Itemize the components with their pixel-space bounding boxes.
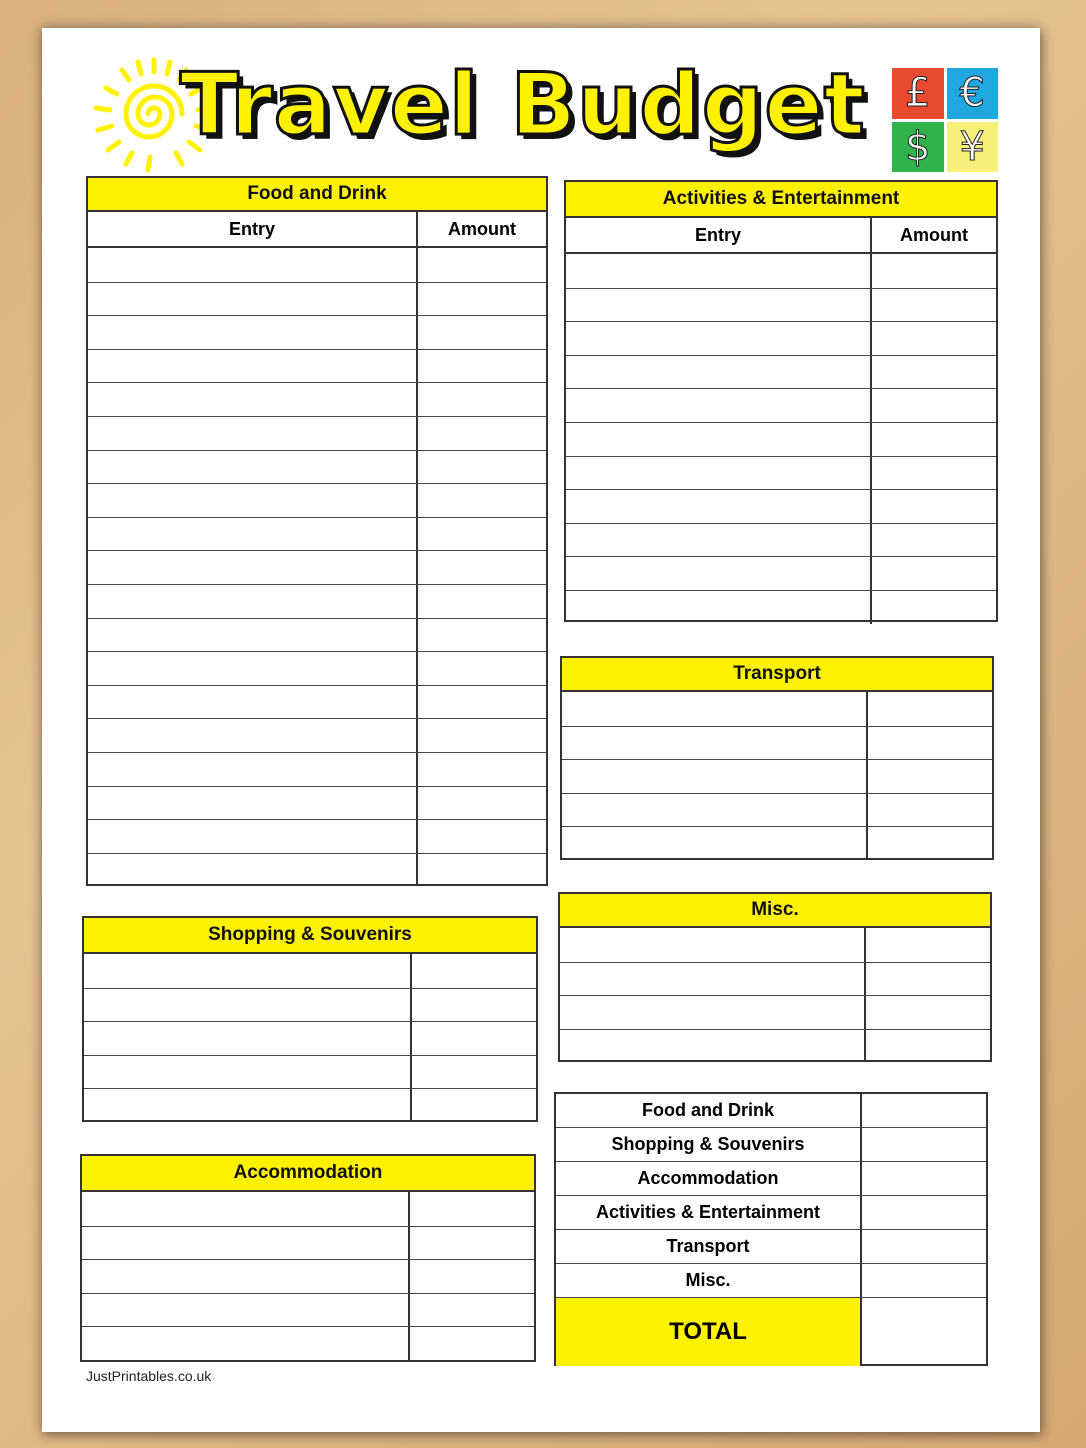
table-row bbox=[84, 954, 536, 988]
summary-label-shopping: Shopping & Souvenirs bbox=[556, 1128, 862, 1161]
amount-cell[interactable] bbox=[412, 954, 536, 988]
entry-cell[interactable] bbox=[84, 989, 412, 1022]
accommodation-table bbox=[80, 1154, 536, 1362]
table-row bbox=[562, 759, 992, 793]
entry-cell[interactable] bbox=[562, 760, 868, 793]
amount-cell[interactable] bbox=[872, 524, 996, 557]
amount-cell[interactable] bbox=[872, 322, 996, 355]
amount-cell[interactable] bbox=[418, 518, 546, 551]
amount-cell[interactable] bbox=[410, 1227, 534, 1260]
entry-cell[interactable] bbox=[82, 1260, 410, 1293]
entry-cell[interactable] bbox=[88, 753, 418, 786]
entry-cell[interactable] bbox=[88, 248, 418, 282]
entry-cell[interactable] bbox=[566, 322, 872, 355]
summary-label-misc: Misc. bbox=[556, 1264, 862, 1297]
amount-cell[interactable] bbox=[418, 585, 546, 618]
entry-cell[interactable] bbox=[566, 389, 872, 422]
amount-cell[interactable] bbox=[866, 963, 990, 996]
activities-table bbox=[564, 180, 998, 622]
table-row bbox=[82, 1293, 534, 1327]
entry-cell[interactable] bbox=[566, 457, 872, 490]
amount-column-header: Amount bbox=[900, 224, 968, 245]
table-row bbox=[84, 1021, 536, 1055]
amount-cell[interactable] bbox=[418, 283, 546, 316]
amount-cell[interactable] bbox=[872, 389, 996, 422]
table-row bbox=[82, 1192, 534, 1226]
table-row bbox=[566, 556, 996, 590]
table-row bbox=[562, 793, 992, 827]
entry-cell[interactable] bbox=[88, 451, 418, 484]
entry-cell[interactable] bbox=[88, 652, 418, 685]
entry-cell[interactable] bbox=[560, 996, 866, 1029]
dollar-icon: $ bbox=[892, 122, 944, 173]
table-row bbox=[88, 248, 546, 282]
table-row bbox=[562, 826, 992, 860]
entry-cell[interactable] bbox=[566, 254, 872, 288]
entry-column-header: Entry bbox=[566, 218, 872, 252]
yen-icon: ¥ bbox=[947, 122, 999, 173]
summary-total-row bbox=[556, 1298, 986, 1366]
currency-badge bbox=[892, 68, 998, 172]
amount-cell[interactable] bbox=[412, 989, 536, 1022]
entry-cell[interactable] bbox=[560, 963, 866, 996]
entry-cell[interactable] bbox=[88, 283, 418, 316]
table-row bbox=[566, 489, 996, 523]
entry-cell[interactable] bbox=[88, 417, 418, 450]
entry-cell[interactable] bbox=[566, 356, 872, 389]
amount-cell[interactable] bbox=[410, 1294, 534, 1327]
amount-cell[interactable] bbox=[418, 787, 546, 820]
table-row bbox=[560, 962, 990, 996]
shopping-rows bbox=[84, 954, 536, 1122]
amount-cell[interactable] bbox=[868, 827, 992, 860]
entry-cell[interactable] bbox=[88, 686, 418, 719]
amount-cell[interactable] bbox=[418, 451, 546, 484]
entry-cell[interactable] bbox=[566, 490, 872, 523]
amount-cell[interactable] bbox=[872, 356, 996, 389]
amount-column-header: Amount bbox=[448, 218, 516, 239]
shopping-title: Shopping & Souvenirs bbox=[84, 918, 536, 954]
entry-cell[interactable] bbox=[84, 1056, 412, 1089]
amount-cell[interactable] bbox=[410, 1260, 534, 1293]
amount-cell[interactable] bbox=[418, 719, 546, 752]
misc-title: Misc. bbox=[560, 894, 990, 928]
table-row bbox=[88, 853, 546, 887]
entry-cell[interactable] bbox=[560, 1030, 866, 1063]
entry-cell[interactable] bbox=[84, 1022, 412, 1055]
amount-cell[interactable] bbox=[410, 1192, 534, 1226]
entry-cell[interactable] bbox=[562, 794, 868, 827]
amount-cell[interactable] bbox=[418, 854, 546, 887]
amount-cell[interactable] bbox=[868, 692, 992, 726]
amount-cell[interactable] bbox=[866, 996, 990, 1029]
amount-cell[interactable] bbox=[410, 1327, 534, 1360]
table-row bbox=[88, 382, 546, 416]
activities-title: Activities & Entertainment bbox=[566, 182, 996, 218]
entry-cell[interactable] bbox=[562, 827, 868, 860]
amount-cell[interactable] bbox=[868, 727, 992, 760]
amount-cell[interactable] bbox=[868, 794, 992, 827]
table-row bbox=[566, 254, 996, 288]
table-row bbox=[562, 726, 992, 760]
amount-cell[interactable] bbox=[412, 1022, 536, 1055]
food-and-drink-title: Food and Drink bbox=[88, 178, 546, 212]
shopping-table bbox=[82, 916, 538, 1122]
table-row bbox=[88, 550, 546, 584]
summary-value-activities[interactable] bbox=[862, 1196, 986, 1229]
table-row bbox=[88, 584, 546, 618]
amount-cell[interactable] bbox=[418, 753, 546, 786]
amount-cell[interactable] bbox=[418, 820, 546, 853]
food-and-drink-table bbox=[86, 176, 548, 886]
entry-cell[interactable] bbox=[566, 423, 872, 456]
summary-label-accommodation: Accommodation bbox=[556, 1162, 862, 1195]
entry-cell[interactable] bbox=[84, 954, 412, 988]
activities-rows bbox=[566, 254, 996, 624]
amount-cell[interactable] bbox=[872, 457, 996, 490]
summary-row bbox=[556, 1094, 986, 1128]
entry-cell[interactable] bbox=[82, 1227, 410, 1260]
table-row bbox=[88, 752, 546, 786]
entry-cell[interactable] bbox=[82, 1294, 410, 1327]
summary-row bbox=[556, 1230, 986, 1264]
table-row bbox=[566, 422, 996, 456]
entry-cell[interactable] bbox=[82, 1192, 410, 1226]
misc-rows bbox=[560, 928, 990, 1062]
entry-cell[interactable] bbox=[560, 928, 866, 962]
amount-cell[interactable] bbox=[418, 652, 546, 685]
entry-cell[interactable] bbox=[566, 289, 872, 322]
table-row bbox=[560, 1029, 990, 1063]
summary-value-accommodation[interactable] bbox=[862, 1162, 986, 1195]
total-label: TOTAL bbox=[556, 1298, 862, 1366]
total-value[interactable] bbox=[862, 1298, 986, 1366]
entry-cell[interactable] bbox=[88, 350, 418, 383]
amount-cell[interactable] bbox=[872, 557, 996, 590]
summary-label-food: Food and Drink bbox=[556, 1094, 862, 1127]
transport-table bbox=[560, 656, 994, 860]
summary-label-transport: Transport bbox=[556, 1230, 862, 1263]
entry-cell[interactable] bbox=[88, 585, 418, 618]
amount-cell[interactable] bbox=[872, 423, 996, 456]
table-row bbox=[82, 1259, 534, 1293]
summary-value-shopping[interactable] bbox=[862, 1128, 986, 1161]
summary-row bbox=[556, 1264, 986, 1298]
table-row bbox=[566, 523, 996, 557]
table-row bbox=[88, 651, 546, 685]
transport-rows bbox=[562, 692, 992, 860]
entry-cell[interactable] bbox=[84, 1089, 412, 1122]
amount-cell[interactable] bbox=[418, 316, 546, 349]
entry-cell[interactable] bbox=[88, 484, 418, 517]
table-row bbox=[566, 590, 996, 624]
amount-cell[interactable] bbox=[412, 1056, 536, 1089]
amount-cell[interactable] bbox=[872, 591, 996, 624]
amount-cell[interactable] bbox=[418, 248, 546, 282]
table-row bbox=[88, 483, 546, 517]
amount-cell[interactable] bbox=[866, 1030, 990, 1063]
table-row bbox=[88, 349, 546, 383]
table-row bbox=[88, 282, 546, 316]
summary-row bbox=[556, 1128, 986, 1162]
table-row bbox=[84, 1088, 536, 1122]
table-row bbox=[88, 517, 546, 551]
amount-cell[interactable] bbox=[872, 490, 996, 523]
amount-cell[interactable] bbox=[866, 928, 990, 962]
amount-cell[interactable] bbox=[418, 383, 546, 416]
table-row bbox=[566, 388, 996, 422]
entry-cell[interactable] bbox=[88, 719, 418, 752]
entry-cell[interactable] bbox=[88, 787, 418, 820]
entry-cell[interactable] bbox=[566, 524, 872, 557]
summary-value-transport[interactable] bbox=[862, 1230, 986, 1263]
euro-icon: € bbox=[947, 68, 999, 119]
table-row bbox=[88, 618, 546, 652]
table-row bbox=[88, 786, 546, 820]
table-row bbox=[562, 692, 992, 726]
entry-cell[interactable] bbox=[562, 727, 868, 760]
table-row bbox=[84, 1055, 536, 1089]
accommodation-title: Accommodation bbox=[82, 1156, 534, 1192]
amount-cell[interactable] bbox=[418, 417, 546, 450]
summary-row bbox=[556, 1196, 986, 1230]
table-row bbox=[88, 450, 546, 484]
amount-cell[interactable] bbox=[872, 254, 996, 288]
footer-credit: JustPrintables.co.uk bbox=[86, 1368, 212, 1384]
entry-cell[interactable] bbox=[88, 619, 418, 652]
table-row bbox=[84, 988, 536, 1022]
budget-summary bbox=[554, 1092, 988, 1366]
amount-cell[interactable] bbox=[418, 484, 546, 517]
transport-title: Transport bbox=[562, 658, 992, 692]
amount-cell[interactable] bbox=[868, 760, 992, 793]
amount-cell[interactable] bbox=[412, 1089, 536, 1122]
table-row bbox=[88, 819, 546, 853]
entry-cell[interactable] bbox=[88, 551, 418, 584]
table-row bbox=[88, 416, 546, 450]
table-row bbox=[88, 315, 546, 349]
entry-cell[interactable] bbox=[566, 557, 872, 590]
table-row bbox=[566, 321, 996, 355]
table-row bbox=[560, 995, 990, 1029]
entry-cell[interactable] bbox=[88, 820, 418, 853]
table-row bbox=[82, 1226, 534, 1260]
page-title: Travel Budget bbox=[180, 55, 866, 155]
table-row bbox=[566, 355, 996, 389]
summary-value-food[interactable] bbox=[862, 1094, 986, 1127]
table-row bbox=[566, 456, 996, 490]
misc-table bbox=[558, 892, 992, 1062]
entry-cell[interactable] bbox=[82, 1327, 410, 1360]
summary-value-misc[interactable] bbox=[862, 1264, 986, 1297]
entry-cell[interactable] bbox=[562, 692, 868, 726]
entry-cell[interactable] bbox=[566, 591, 872, 624]
amount-cell[interactable] bbox=[418, 686, 546, 719]
food-rows bbox=[88, 248, 546, 886]
entry-cell[interactable] bbox=[88, 316, 418, 349]
table-row bbox=[566, 288, 996, 322]
amount-cell[interactable] bbox=[418, 350, 546, 383]
amount-cell[interactable] bbox=[872, 289, 996, 322]
table-row bbox=[82, 1326, 534, 1360]
accommodation-rows bbox=[82, 1192, 534, 1360]
entry-cell[interactable] bbox=[88, 854, 418, 887]
summary-label-activities: Activities & Entertainment bbox=[556, 1196, 862, 1229]
summary-row bbox=[556, 1162, 986, 1196]
amount-cell[interactable] bbox=[418, 551, 546, 584]
entry-cell[interactable] bbox=[88, 518, 418, 551]
table-row bbox=[88, 685, 546, 719]
amount-cell[interactable] bbox=[418, 619, 546, 652]
table-row bbox=[88, 718, 546, 752]
entry-column-header: Entry bbox=[88, 212, 418, 246]
entry-cell[interactable] bbox=[88, 383, 418, 416]
table-row bbox=[560, 928, 990, 962]
pound-icon: £ bbox=[892, 68, 944, 119]
